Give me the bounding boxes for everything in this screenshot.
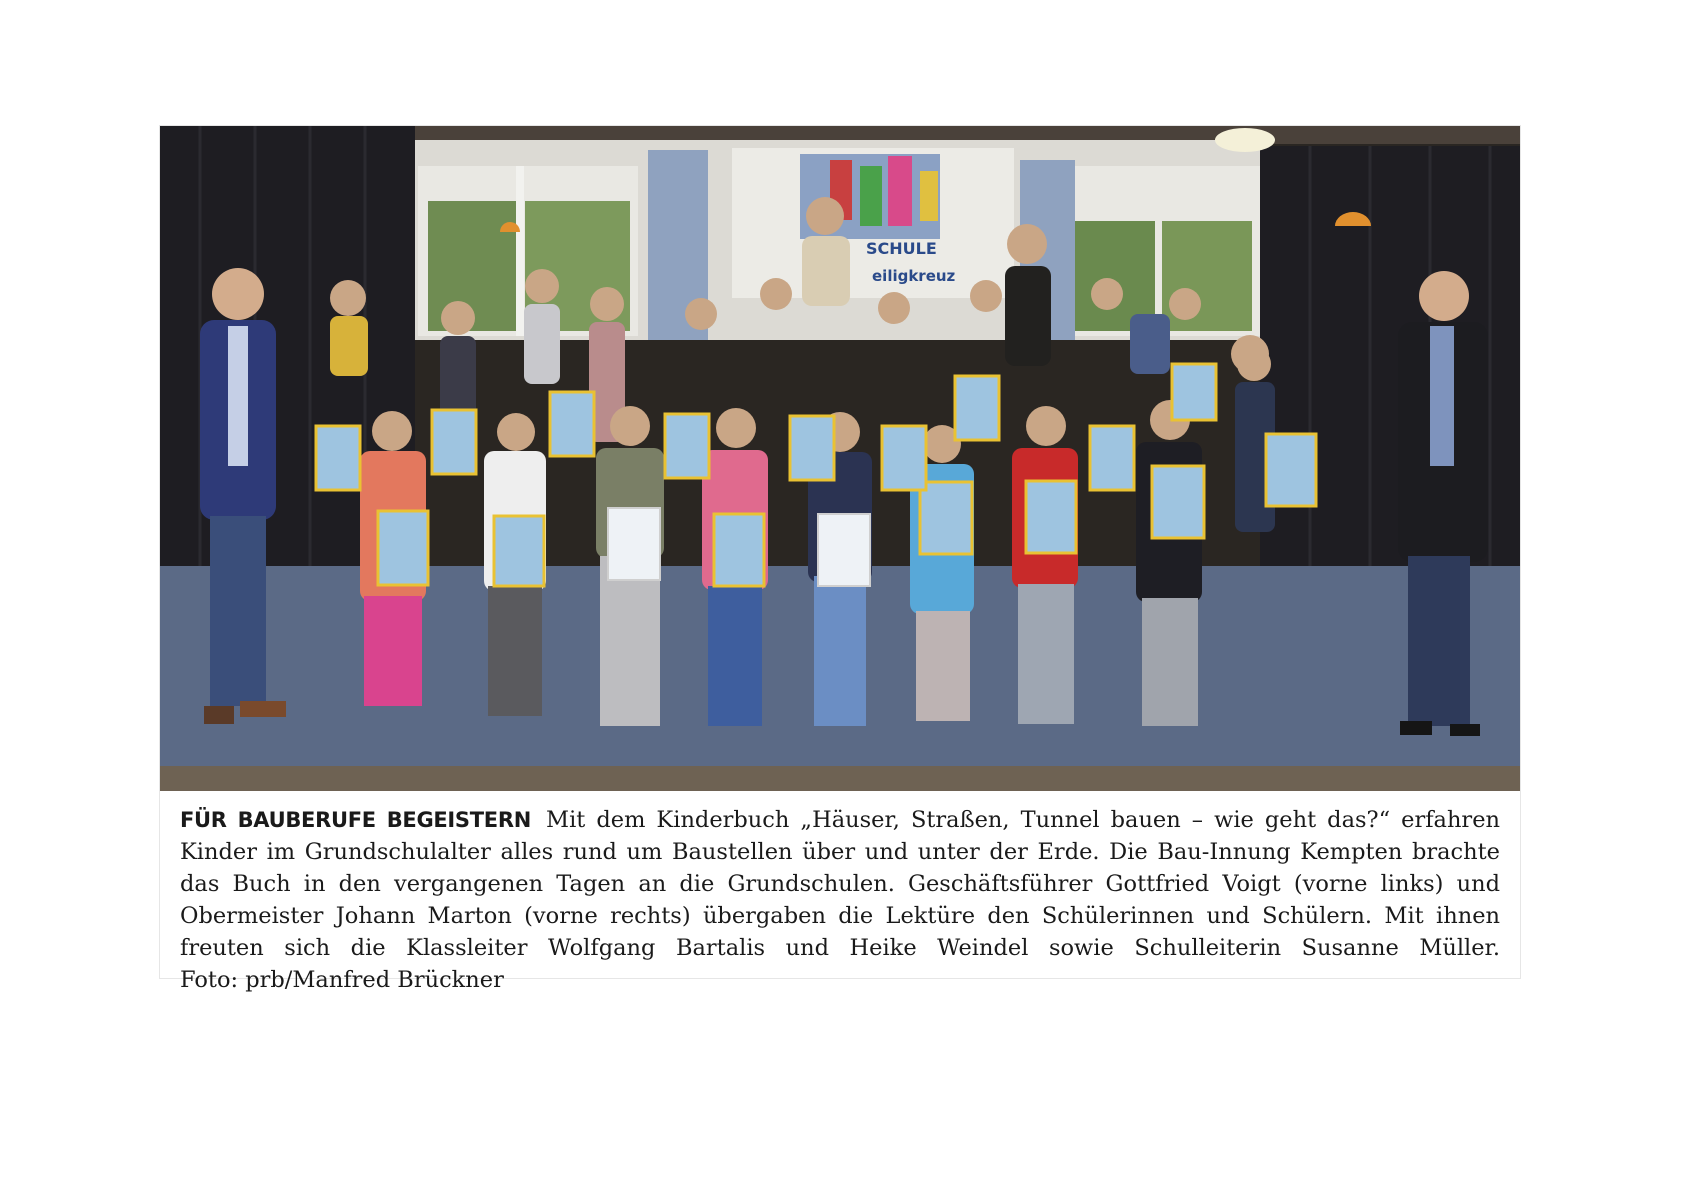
photo-credit: Foto: prb/Manfred Brückner (180, 967, 504, 993)
window-right (1060, 166, 1260, 336)
group-photo (160, 126, 1520, 791)
banner-lettering-2: eiligkreuz (872, 267, 956, 285)
photo-caption (180, 804, 1500, 993)
caption-headline: FÜR BAUBERUFE BEGEISTERN (180, 808, 531, 832)
caption-body: Mit dem Kinderbuch „Häuser, Straßen, Tunnel bauen – wie geht das?“ erfahren Kinder im Grundschulalter alles rund um Baustellen über und unter der Erde. Die Bau-Innung Kempten brachte das Buch in den vergangenen Tagen an die Grundschulen. Geschäftsführer Gottfried Voigt (vorne links) und Obermeister Johann Marton (vorne rechts) übergaben die Lektüre den Schülerinnen und Schülern. Mit ihnen freuten sich die Klassleiter Wolfgang Bartalis und Heike Weindel sowie Schulleiterin Susanne Müller. (180, 807, 1500, 961)
banner-lettering-1: SCHULE (866, 239, 937, 258)
newspaper-clipping (160, 126, 1520, 993)
school-banner (732, 148, 1014, 298)
